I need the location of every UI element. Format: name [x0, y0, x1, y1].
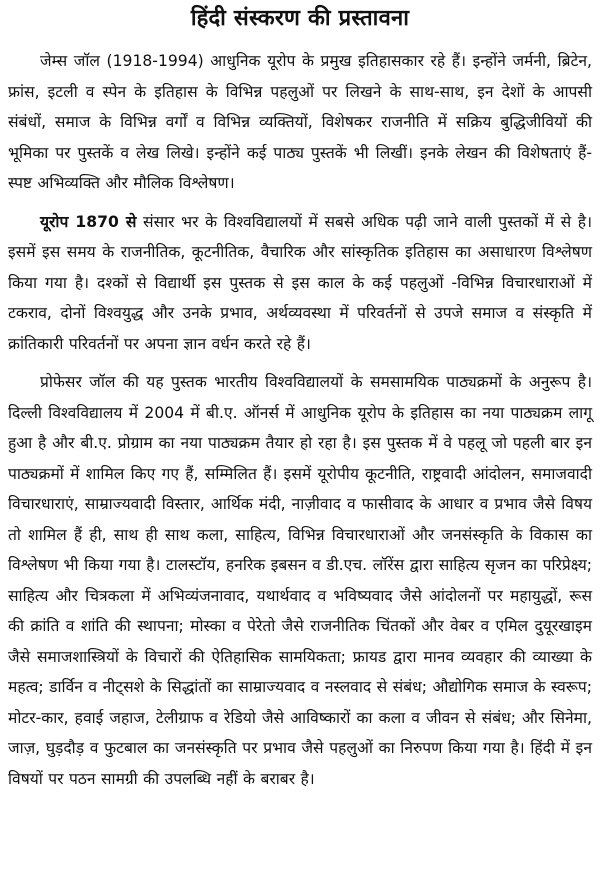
paragraph-author-intro [8, 46, 592, 199]
paragraph-book-intro [8, 207, 592, 360]
page-title: हिंदी संस्करण की प्रस्तावना [190, 6, 410, 31]
book-title-lead: यूरोप 1870 से [40, 212, 137, 231]
paragraph-text: प्रोफेसर जॉल की यह पुस्तक भारतीय विश्वविद्यालयों के समसामयिक पाठ्यक्रमों के अनुरूप है। दिल्ली विश्वविद्यालय में 2004 में बी.ए. ऑनर्स में आधुनिक यूरोप के इतिहास का नया पाठ्यक्रम लागू हुआ है और बी.ए. प्रोग्राम का नया पाठ्यक्रम तैयार हो रहा है। इस पुस्तक में वे पहलू जो पहली बार इन पाठ्यक्रमों में शामिल किए गए हैं, सम्मिलित हैं। इसमें यूरोपीय कूटनीति, राष्ट्रवादी आंदोलन, समाजवादी विचारधाराएं, साम्राज्यवादी विस्तार, आर्थिक मंदी, नाज़ीवाद व फासीवाद के आधार व प्रभाव जैसे विषय तो शामिल हैं ही, साथ ही साथ कला, साहित्य, विभिन्न विचारधाराओं और जनसंस्कृति के विकास का विश्लेषण भी किया गया है। टालस्टॉय, हनरिक इबसन व डी.एच. लॉरेंस द्वारा साहित्य सृजन का परिप्रेक्ष्य; साहित्य और चित्रकला में अभिव्यंजनावाद, यथार्थवाद व भविष्यवाद जैसे आंदोलनों पर महायुद्धों, रूस की क्रांति व शांति की स्थापना; मोस्का व पेरेतो जैसे राजनीतिक चिंतकों और वेबर व एमिल दुयूरखाइम जैसे समाजशास्त्रियों के विचारों की ऐतिहासिक सामयिकता; फ्रायड द्वारा मानव व्यवहार की व्याख्या के महत्व; डार्विन व नीट्सशे के सिद्धांतों का साम्राज्यवाद व नस्लवाद से संबंध; औद्योगिक समाज के स्वरूप; मोटर-कार, हवाई जहाज, टेलीग्राफ व रेडियो जैसे आविष्कारों का कला व जीवन से संबंध; और सिनेमा, जाज़, घुड़दौड़ व फुटबाल का जनसंस्कृति पर प्रभाव जैसे पहलुओं का निरुपण किया गया है। हिंदी में इन विषयों पर पठन सामग्री की उपलब्धि नहीं के बराबर है। [8, 373, 592, 788]
paragraph-text: जेम्स जॉल (1918-1994) आधुनिक यूरोप के प्रमुख इतिहासकार रहे हैं। इन्होंने जर्मनी, ब्रिटेन, फ्रांस, इटली व स्पेन के इतिहास के विभिन्न पहलुओं पर लिखने के साथ-साथ, इन देशों के आपसी संबंधों, समाज के विभिन्न वर्गों व विभिन्न व्यक्तियों, विशेषकर राजनीति में सक्रिय बुद्धिजीवियों की भूमिका पर पुस्तकें व लेख लिखे। इन्होंने कई पाठ्य पुस्तकें भी लिखीं। इनके लेखन की विशेषताएं हैं- स्पष्ट अभिव्यक्ति और मौलिक विश्लेषण। [8, 52, 592, 192]
paragraph-curriculum [8, 367, 592, 794]
paragraph-text: संसार भर के विश्वविद्यालयों में सबसे अधिक पढ़ी जाने वाली पुस्तकों में से है। इसमें इस समय के राजनीतिक, कूटनीतिक, वैचारिक और सांस्कृतिक इतिहास का असाधारण विश्लेषण किया गया है। दश्कों से विद्यार्थी इस पुस्तक से इस काल के कई पहलुओं -विभिन्न विचारधाराओं में टकराव, दोनों विश्वयुद्ध और उनके प्रभाव, अर्थव्यवस्था में परिवर्तनों से उपजे समाज व संस्कृति में क्रांतिकारी परिवर्तनों पर अपना ज्ञान वर्धन करते रहे हैं। [8, 212, 593, 353]
